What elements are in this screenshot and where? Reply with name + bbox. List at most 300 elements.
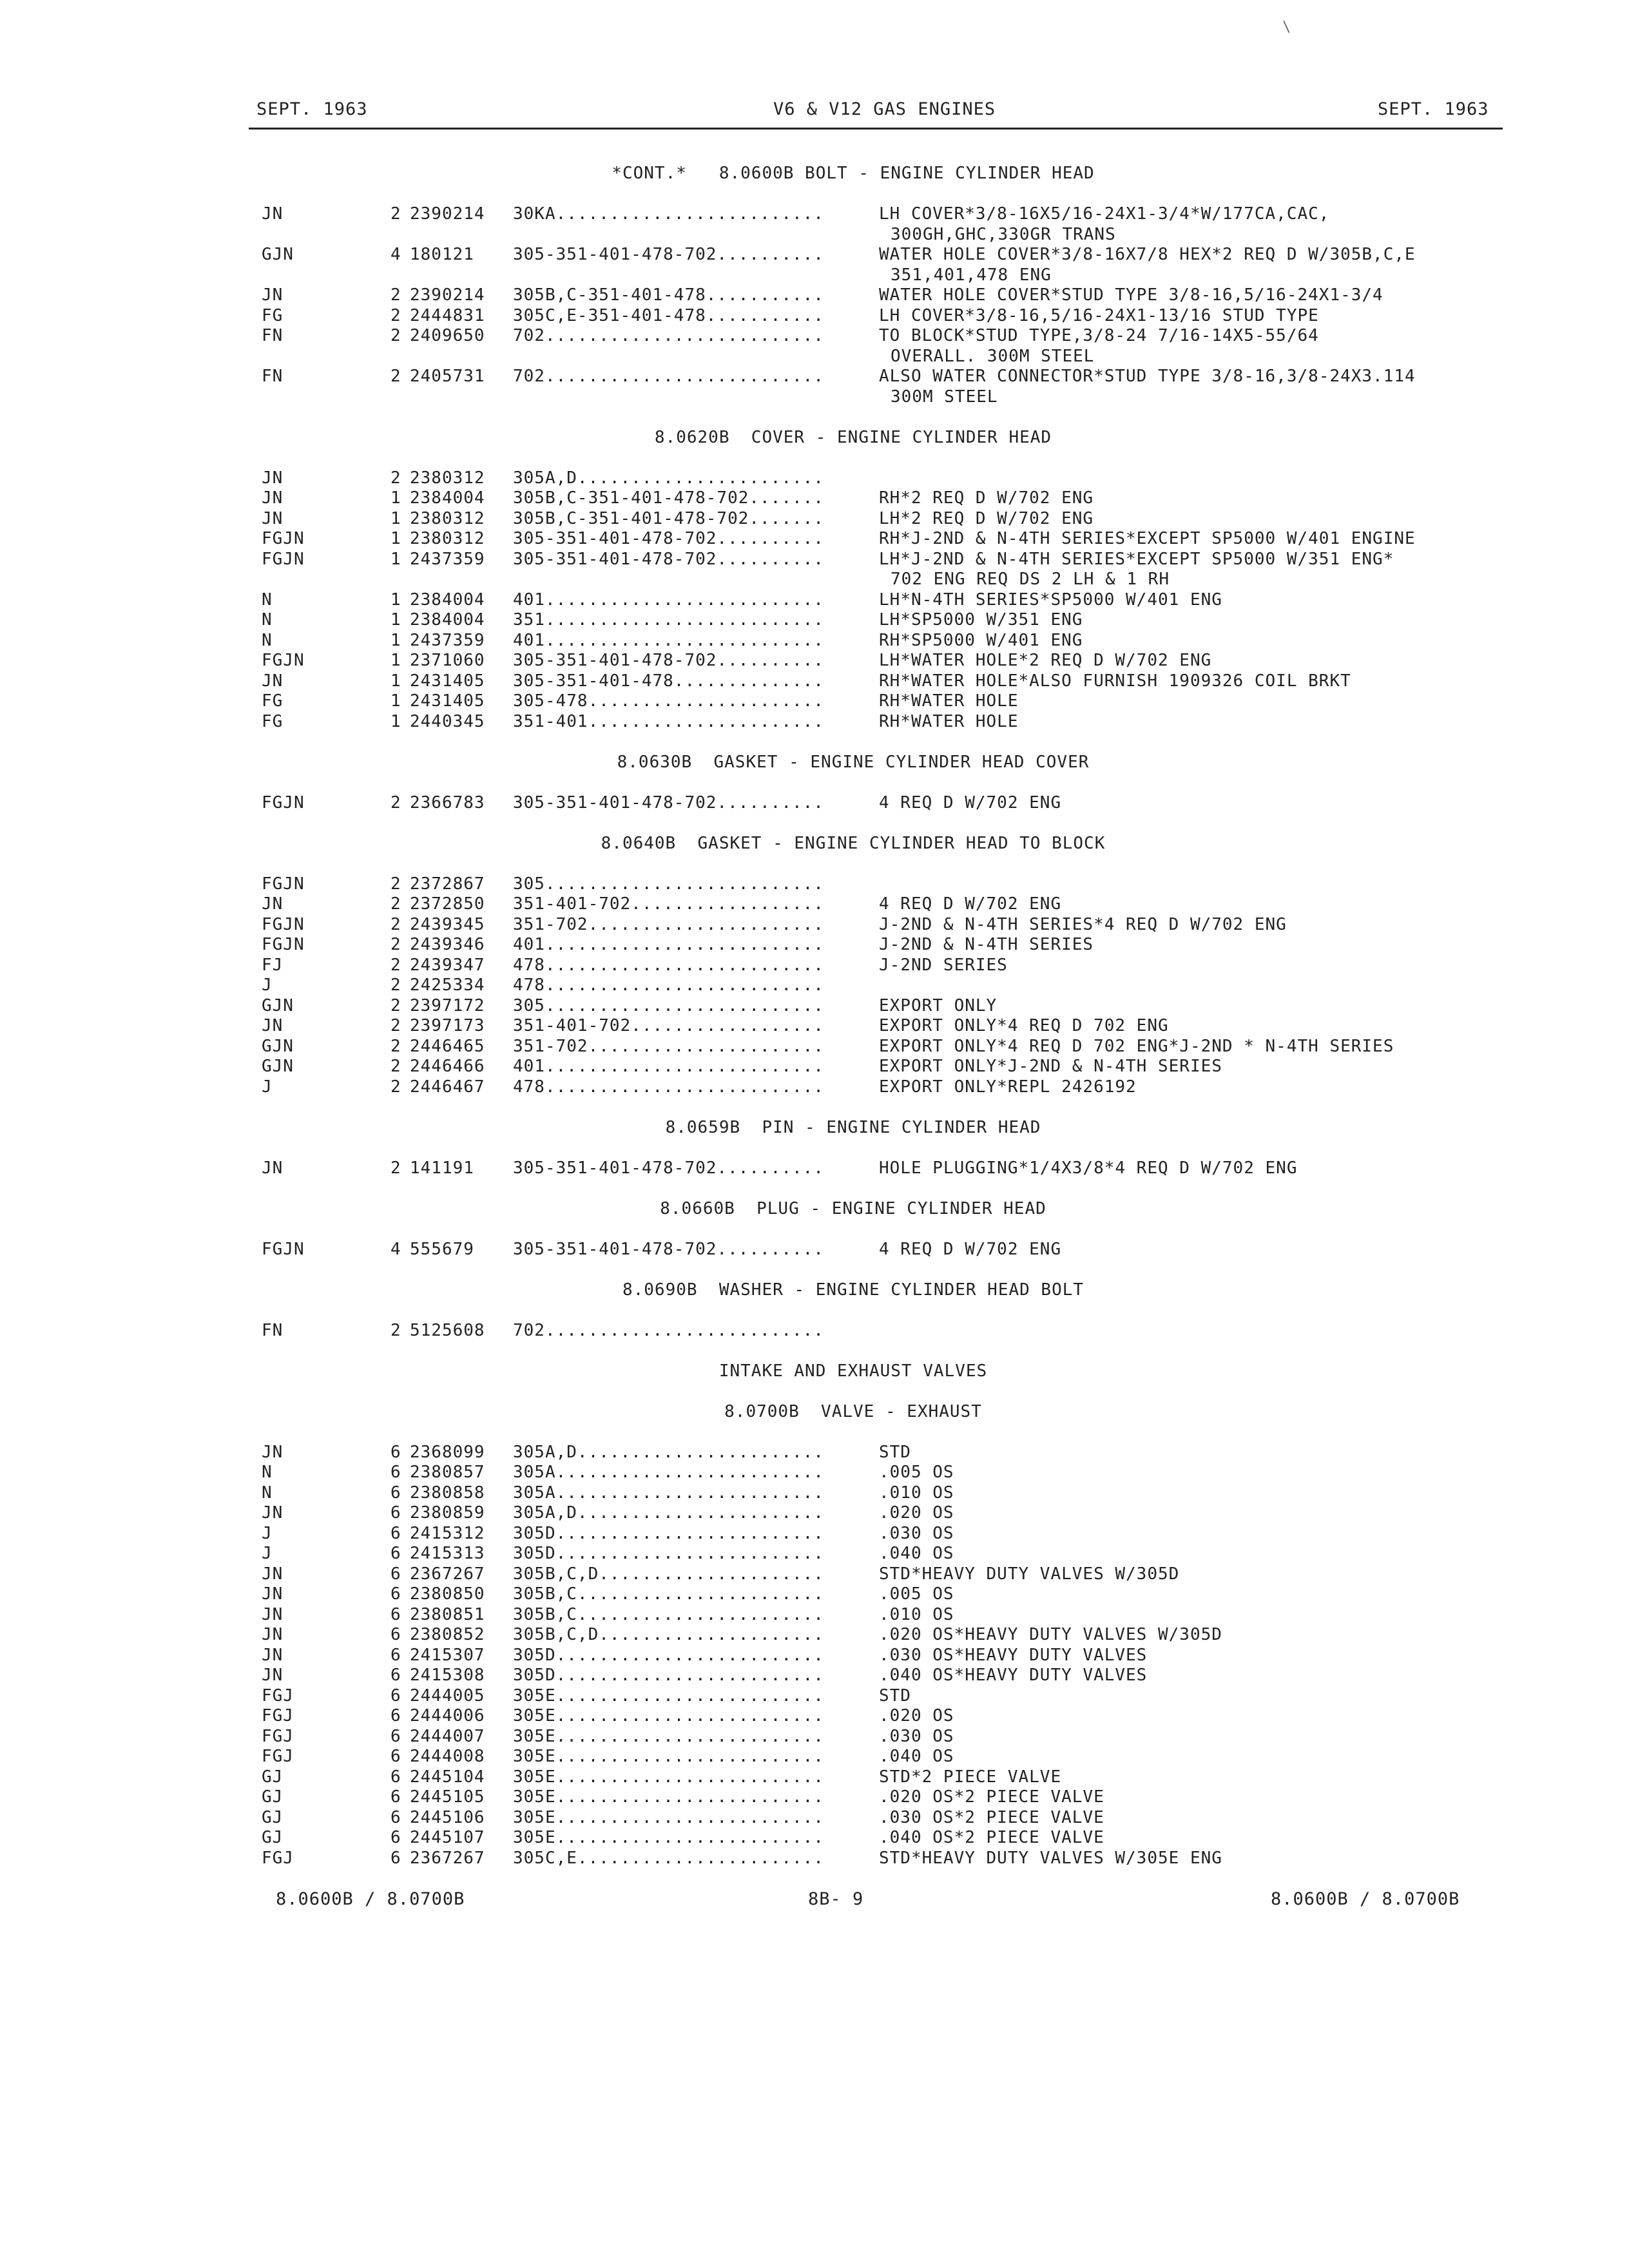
series-code: JN [262,468,284,488]
engine-application: 351.......................... [513,610,824,629]
part-description: .040 OS [879,1747,954,1766]
quantity: 6 [390,1666,401,1685]
part-row [0,529,1629,549]
part-row [0,1727,1629,1747]
part-description: RH*J-2ND & N-4TH SERIES*EXCEPT SP5000 W/401 ENGINE [879,529,1416,548]
engine-application: 305-351-401-478-702.......... [513,1240,824,1259]
part-number: 2380851 [410,1605,485,1624]
series-code: J [262,1524,273,1543]
part-number: 2415307 [410,1646,485,1665]
part-row [0,610,1629,630]
part-number: 2444005 [410,1686,485,1706]
quantity: 1 [390,691,401,711]
quantity: 6 [390,1747,401,1766]
part-number: 555679 [410,1240,474,1259]
quantity: 2 [390,1321,401,1340]
part-row [0,1503,1629,1523]
engine-application: 305A,D....................... [513,468,824,488]
engine-application: 305D......................... [513,1646,824,1665]
part-number: 2380859 [410,1503,485,1523]
engine-application: 305B,C,D..................... [513,1625,824,1644]
part-description-continued: OVERALL. 300M STEEL [891,347,1095,366]
engine-application: 305-351-401-478.............. [513,671,824,691]
part-description: STD*HEAVY DUTY VALVES W/305E ENG [879,1849,1222,1868]
quantity: 2 [390,1077,401,1097]
part-row [0,874,1629,894]
part-description-continued: 702 ENG REQ DS 2 LH & 1 RH [891,570,1170,589]
series-code: GJ [262,1808,284,1827]
engine-application: 401.......................... [513,631,824,650]
engine-application: 305E......................... [513,1808,824,1827]
part-number: 2380857 [410,1463,485,1482]
part-number: 2439347 [410,956,485,975]
part-description: J-2ND & N-4TH SERIES [879,935,1094,954]
engine-application: 305B,C....................... [513,1605,824,1624]
quantity: 2 [390,468,401,488]
series-code: FGJN [262,793,305,812]
quantity: 6 [390,1646,401,1665]
part-row [0,1240,1629,1260]
part-description: J-2ND & N-4TH SERIES*4 REQ D W/702 ENG [879,915,1287,934]
part-description: .040 OS [879,1544,954,1563]
quantity: 2 [390,285,401,305]
series-code: GJN [262,1037,294,1056]
quantity: 6 [390,1564,401,1584]
quantity: 6 [390,1443,401,1462]
part-row [0,1524,1629,1544]
part-description: TO BLOCK*STUD TYPE,3/8-24 7/16-14X5-55/64 [879,326,1319,345]
header-title: V6 & V12 GAS ENGINES [773,99,996,119]
part-row [0,631,1629,651]
series-code: GJ [262,1828,284,1847]
section-title: 8.0640B GASKET - ENGINE CYLINDER HEAD TO BLOCK [601,834,1106,853]
part-number: 2390214 [410,204,485,224]
part-row [0,1584,1629,1604]
part-number: 2431405 [410,691,485,711]
quantity: 2 [390,1037,401,1056]
part-number: 2439345 [410,915,485,934]
engine-application: 305D......................... [513,1524,824,1543]
part-row [0,1016,1629,1036]
quantity: 2 [390,1016,401,1035]
part-number: 2367267 [410,1849,485,1868]
engine-application: 305-351-401-478-702.......... [513,529,824,548]
part-description: .010 OS [879,1605,954,1624]
quantity: 6 [390,1463,401,1482]
series-code: JN [262,1584,284,1604]
engine-application: 351-401-702.................. [513,1016,824,1035]
quantity: 6 [390,1727,401,1746]
part-row [0,956,1629,975]
quantity: 1 [390,550,401,569]
part-row [0,975,1629,995]
part-number: 2445106 [410,1808,485,1827]
engine-application: 305B,C,D..................... [513,1564,824,1584]
part-row [0,691,1629,711]
part-row [0,590,1629,610]
engine-application: 305B,C-351-401-478-702....... [513,509,824,528]
part-description: STD*HEAVY DUTY VALVES W/305D [879,1564,1180,1584]
series-code: JN [262,1564,284,1584]
engine-application: 305-478...................... [513,691,824,711]
part-number: 2444008 [410,1747,485,1766]
part-row [0,1787,1629,1807]
part-row [0,204,1629,224]
part-row [0,468,1629,488]
series-code: FGJ [262,1849,294,1868]
series-code: N [262,610,273,629]
part-row-continuation [0,570,1629,590]
section-title: 8.0620B COVER - ENGINE CYLINDER HEAD [654,428,1052,447]
part-row [0,671,1629,691]
stray-mark: \ [1282,19,1292,35]
part-number: 2371060 [410,651,485,670]
part-number: 2445104 [410,1767,485,1787]
series-code: JN [262,1503,284,1523]
part-number: 2405731 [410,367,485,386]
part-row [0,1625,1629,1645]
part-number: 2415308 [410,1666,485,1685]
quantity: 6 [390,1787,401,1807]
series-code: FGJN [262,529,305,548]
part-row [0,651,1629,671]
part-description: WATER HOLE COVER*3/8-16X7/8 HEX*2 REQ D W/305B,C,E [879,245,1416,264]
part-row [0,793,1629,813]
quantity: 2 [390,915,401,934]
quantity: 1 [390,488,401,508]
part-description: 4 REQ D W/702 ENG [879,793,1062,812]
part-description: .005 OS [879,1463,954,1482]
part-description: EXPORT ONLY*4 REQ D 702 ENG*J-2ND * N-4TH SERIES [879,1037,1394,1056]
part-number: 2446466 [410,1057,485,1076]
quantity: 1 [390,651,401,670]
engine-application: 305A,D....................... [513,1503,824,1523]
part-row [0,1828,1629,1848]
part-number: 2380312 [410,509,485,528]
engine-application: 30KA......................... [513,204,824,224]
part-row [0,1849,1629,1869]
part-description: LH*N-4TH SERIES*SP5000 W/401 ENG [879,590,1222,610]
part-row [0,712,1629,732]
part-number: 2384004 [410,488,485,508]
series-code: FG [262,712,284,731]
engine-application: 305C,E....................... [513,1849,824,1868]
quantity: 6 [390,1686,401,1706]
engine-application: 351-401...................... [513,712,824,731]
part-number: 2380312 [410,468,485,488]
section-title: 8.0660B PLUG - ENGINE CYLINDER HEAD [660,1199,1046,1218]
part-description: .030 OS [879,1727,954,1746]
series-code: JN [262,894,284,914]
part-description: LH*2 REQ D W/702 ENG [879,509,1094,528]
quantity: 6 [390,1524,401,1543]
part-number: 2415312 [410,1524,485,1543]
part-row [0,285,1629,305]
part-description: J-2ND SERIES [879,956,1008,975]
part-description: .010 OS [879,1483,954,1503]
part-number: 2367267 [410,1564,485,1584]
series-code: JN [262,1443,284,1462]
engine-application: 702.......................... [513,1321,824,1340]
series-code: JN [262,488,284,508]
series-code: FGJN [262,1240,305,1259]
engine-application: 401.......................... [513,590,824,610]
engine-application: 305.......................... [513,996,824,1015]
part-description: .030 OS*HEAVY DUTY VALVES [879,1646,1148,1665]
engine-application: 702.......................... [513,326,824,345]
part-description: .040 OS*HEAVY DUTY VALVES [879,1666,1148,1685]
series-code: FN [262,326,284,345]
part-number: 2415313 [410,1544,485,1563]
part-number: 180121 [410,245,474,264]
series-code: JN [262,1625,284,1644]
quantity: 1 [390,529,401,548]
series-code: JN [262,204,284,224]
series-code: FJ [262,956,284,975]
engine-application: 305E......................... [513,1747,824,1766]
part-description: LH*SP5000 W/351 ENG [879,610,1083,629]
quantity: 2 [390,204,401,224]
part-description: .030 OS*2 PIECE VALVE [879,1808,1104,1827]
quantity: 6 [390,1828,401,1847]
series-code: GJN [262,245,294,264]
engine-application: 305-351-401-478-702.......... [513,793,824,812]
series-code: GJN [262,996,294,1015]
engine-application: 351-401-702.................. [513,894,824,914]
series-code: FG [262,306,284,325]
part-description: .020 OS*HEAVY DUTY VALVES W/305D [879,1625,1222,1644]
part-row [0,1321,1629,1341]
quantity: 2 [390,874,401,894]
part-row [0,1483,1629,1503]
quantity: 1 [390,712,401,731]
part-description: ALSO WATER CONNECTOR*STUD TYPE 3/8-16,3/8-24X3.114 [879,367,1416,386]
part-description: RH*2 REQ D W/702 ENG [879,488,1094,508]
part-row [0,915,1629,935]
part-number: 2446465 [410,1037,485,1056]
quantity: 1 [390,509,401,528]
part-description: EXPORT ONLY*4 REQ D 702 ENG [879,1016,1169,1035]
part-description: .040 OS*2 PIECE VALVE [879,1828,1104,1847]
engine-application: 305-351-401-478-702.......... [513,1158,824,1178]
engine-application: 305C,E-351-401-478........... [513,306,824,325]
engine-application: 305D......................... [513,1544,824,1563]
series-code: J [262,1544,273,1563]
quantity: 2 [390,1158,401,1178]
quantity: 6 [390,1584,401,1604]
part-row [0,1077,1629,1097]
engine-application: 305-351-401-478-702.......... [513,245,824,264]
series-code: FGJ [262,1747,294,1766]
part-description: EXPORT ONLY*REPL 2426192 [879,1077,1137,1097]
series-code: JN [262,1605,284,1624]
series-code: JN [262,509,284,528]
part-row [0,1443,1629,1463]
part-row [0,1544,1629,1564]
quantity: 6 [390,1808,401,1827]
part-number: 2366783 [410,793,485,812]
part-description: .020 OS [879,1503,954,1523]
quantity: 6 [390,1706,401,1725]
quantity: 2 [390,306,401,325]
part-description: EXPORT ONLY [879,996,998,1015]
series-code: FGJN [262,874,305,894]
engine-application: 478.......................... [513,1077,824,1097]
quantity: 2 [390,956,401,975]
series-code: N [262,1483,273,1503]
quantity: 6 [390,1605,401,1624]
series-code: N [262,631,273,650]
series-code: JN [262,1646,284,1665]
part-row [0,935,1629,955]
series-code: FN [262,1321,284,1340]
part-row [0,1605,1629,1625]
series-code: JN [262,285,284,305]
part-description: WATER HOLE COVER*STUD TYPE 3/8-16,5/16-24X1-3/4 [879,285,1383,305]
quantity: 6 [390,1544,401,1563]
part-row [0,367,1629,387]
engine-application: 305D......................... [513,1666,824,1685]
quantity: 2 [390,975,401,995]
engine-application: 305E......................... [513,1787,824,1807]
engine-application: 401.......................... [513,935,824,954]
part-description-continued: 300M STEEL [891,387,998,407]
part-row [0,1057,1629,1077]
engine-application: 305.......................... [513,874,824,894]
part-number: 2446467 [410,1077,485,1097]
part-description: RH*WATER HOLE [879,691,1019,711]
part-number: 2368099 [410,1443,485,1462]
part-number: 2409650 [410,326,485,345]
series-code: FGJN [262,651,305,670]
quantity: 6 [390,1483,401,1503]
quantity: 2 [390,367,401,386]
part-row-continuation [0,387,1629,407]
part-description: RH*SP5000 W/401 ENG [879,631,1083,650]
engine-application: 305E......................... [513,1706,824,1725]
part-description: LH COVER*3/8-16,5/16-24X1-13/16 STUD TYPE [879,306,1319,325]
part-number: 2384004 [410,590,485,610]
part-number: 5125608 [410,1321,485,1340]
series-code: JN [262,671,284,691]
series-code: GJ [262,1767,284,1787]
series-code: FGJN [262,550,305,569]
part-number: 2437359 [410,550,485,569]
quantity: 2 [390,996,401,1015]
engine-application: 305A......................... [513,1463,824,1482]
part-description: STD [879,1443,911,1462]
part-number: 2437359 [410,631,485,650]
part-number: 2444831 [410,306,485,325]
series-code: FN [262,367,284,386]
footer-range-right: 8.0600B / 8.0700B [1271,1889,1460,1909]
series-code: FGJN [262,915,305,934]
engine-application: 305E......................... [513,1686,824,1706]
part-row [0,1564,1629,1584]
part-row [0,306,1629,326]
engine-application: 478.......................... [513,956,824,975]
part-number: 2380858 [410,1483,485,1503]
engine-application: 401.......................... [513,1057,824,1076]
part-row [0,894,1629,914]
quantity: 6 [390,1503,401,1523]
part-number: 141191 [410,1158,474,1178]
part-description: .005 OS [879,1584,954,1604]
engine-application: 305E......................... [513,1727,824,1746]
section-title: INTAKE AND EXHAUST VALVES [718,1361,988,1381]
engine-application: 305E......................... [513,1767,824,1787]
part-row [0,488,1629,508]
part-row-continuation [0,265,1629,285]
part-number: 2380852 [410,1625,485,1644]
quantity: 6 [390,1849,401,1868]
part-row-continuation [0,347,1629,367]
series-code: FGJN [262,935,305,954]
part-description: .030 OS [879,1524,954,1543]
quantity: 2 [390,326,401,345]
part-row-continuation [0,225,1629,245]
part-row [0,245,1629,265]
footer-range-left: 8.0600B / 8.0700B [276,1889,465,1909]
part-row [0,550,1629,570]
quantity: 6 [390,1625,401,1644]
engine-application: 702.......................... [513,367,824,386]
engine-application: 305A......................... [513,1483,824,1503]
engine-application: 305-351-401-478-702.......... [513,651,824,670]
part-description: STD*2 PIECE VALVE [879,1767,1062,1787]
quantity: 1 [390,631,401,650]
engine-application: 305B,C-351-401-478........... [513,285,824,305]
part-row [0,326,1629,346]
part-description: STD [879,1686,911,1706]
quantity: 2 [390,1057,401,1076]
part-row [0,509,1629,529]
series-code: JN [262,1666,284,1685]
header-date-left: SEPT. 1963 [256,99,368,119]
quantity: 1 [390,590,401,610]
series-code: FG [262,691,284,711]
part-number: 2384004 [410,610,485,629]
part-row [0,1808,1629,1828]
header-rule [249,128,1503,130]
part-description: 4 REQ D W/702 ENG [879,1240,1062,1259]
part-number: 2380850 [410,1584,485,1604]
quantity: 4 [390,1240,401,1259]
part-number: 2445105 [410,1787,485,1807]
part-description: 4 REQ D W/702 ENG [879,894,1062,914]
part-row [0,1747,1629,1767]
section-title: 8.0630B GASKET - ENGINE CYLINDER HEAD COVER [617,753,1090,772]
section-title: 8.0700B VALVE - EXHAUST [724,1402,982,1421]
part-description: .020 OS*2 PIECE VALVE [879,1787,1104,1807]
part-row [0,1158,1629,1178]
header-date-right: SEPT. 1963 [1378,99,1489,119]
part-number: 2390214 [410,285,485,305]
part-number: 2445107 [410,1828,485,1847]
engine-application: 478.......................... [513,975,824,995]
part-description: RH*WATER HOLE [879,712,1019,731]
part-number: 2425334 [410,975,485,995]
part-description: HOLE PLUGGING*1/4X3/8*4 REQ D W/702 ENG [879,1158,1298,1178]
series-code: JN [262,1016,284,1035]
engine-application: 305E......................... [513,1828,824,1847]
part-row [0,1646,1629,1666]
part-row [0,1706,1629,1726]
part-description: LH*J-2ND & N-4TH SERIES*EXCEPT SP5000 W/351 ENG* [879,550,1394,569]
part-number: 2444006 [410,1706,485,1725]
part-number: 2397172 [410,996,485,1015]
part-description-continued: 351,401,478 ENG [891,265,1052,285]
